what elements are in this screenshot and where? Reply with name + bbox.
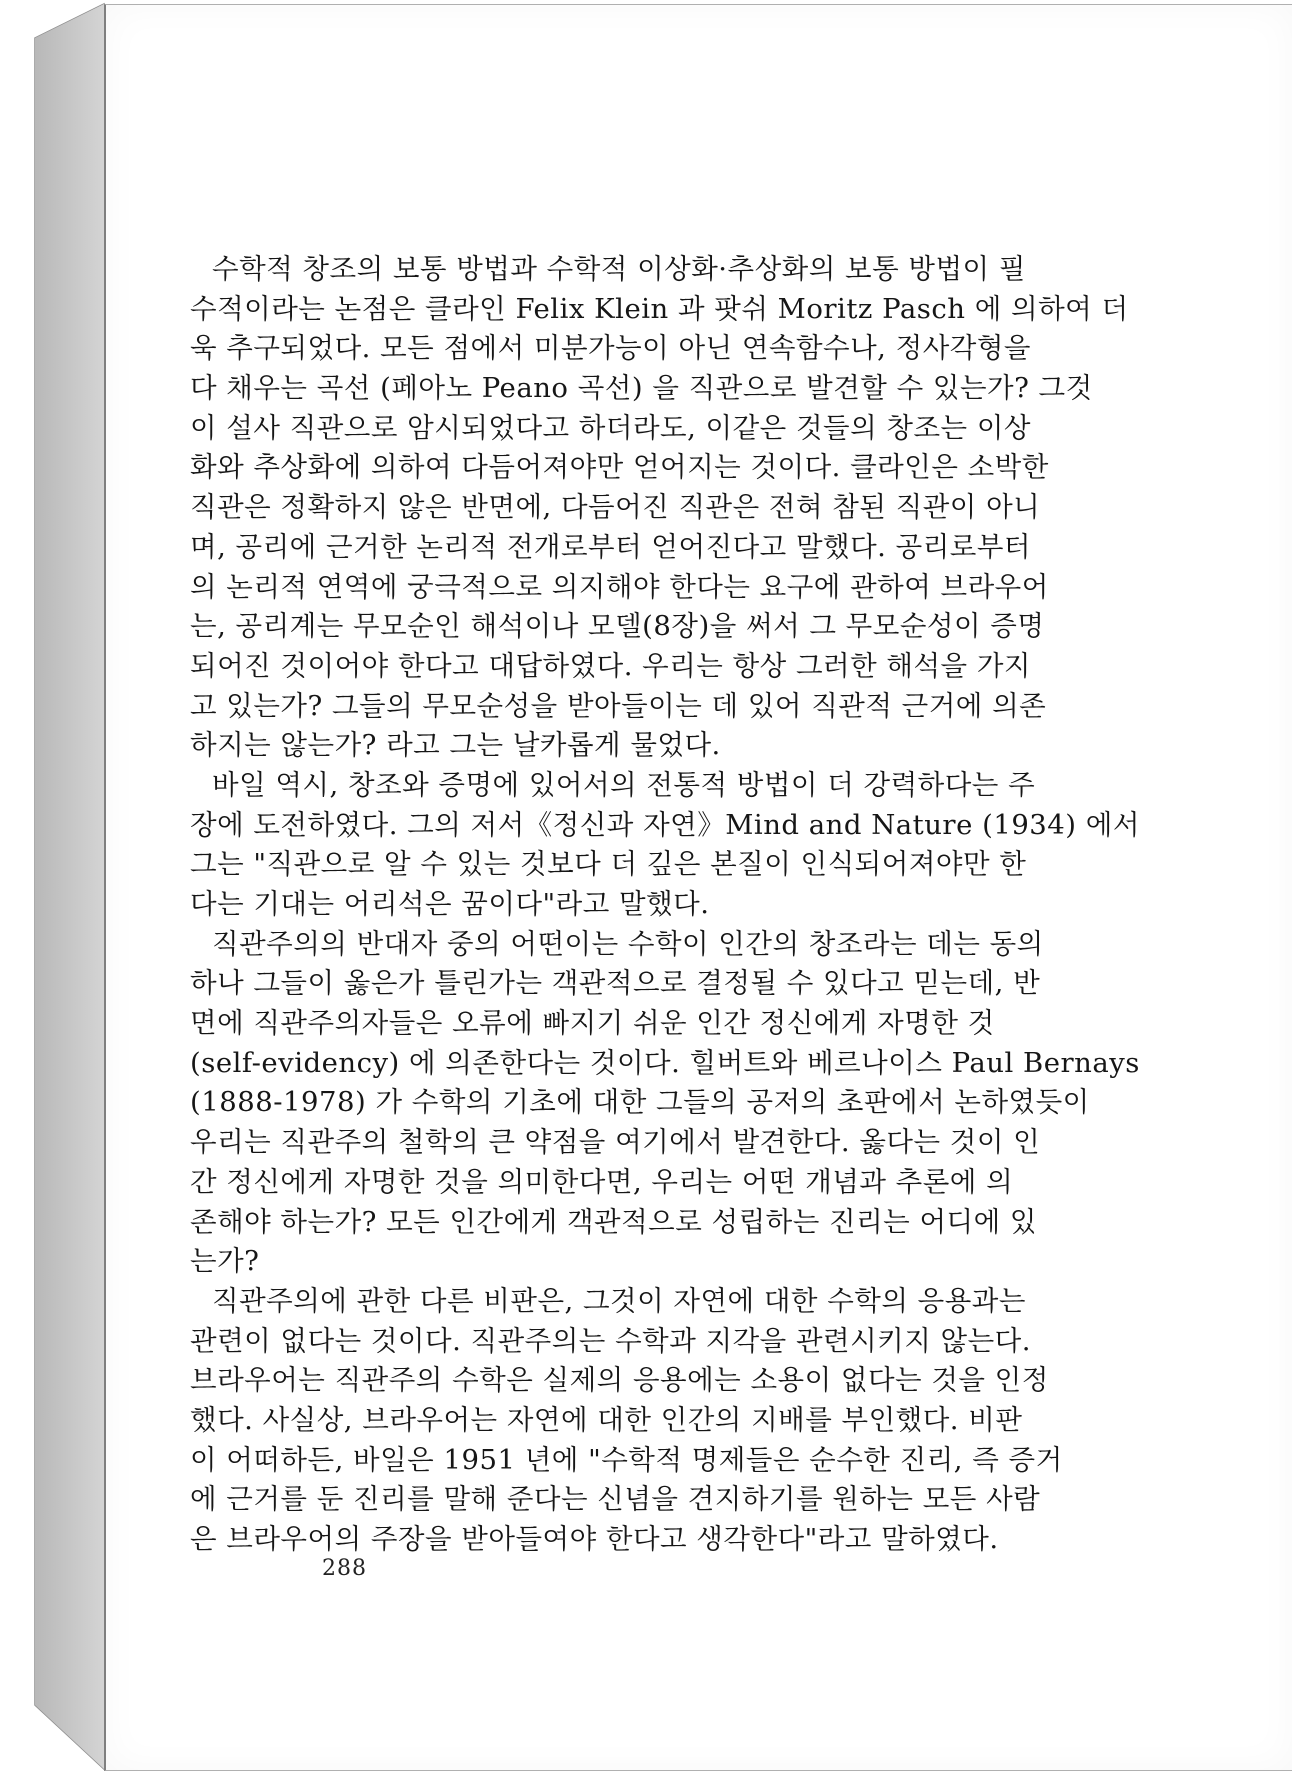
text-line: 며, 공리에 근거한 논리적 전개로부터 얻어진다고 말했다. 공리로부터 <box>190 530 1031 563</box>
text-line: 관련이 없다는 것이다. 직관주의는 수학과 지각을 관련시키지 않는다. <box>190 1324 1031 1357</box>
text-line: 직관주의에 관한 다른 비판은, 그것이 자연에 대한 수학의 응용과는 <box>212 1284 1026 1317</box>
text-line: 했다. 사실상, 브라우어는 자연에 대한 인간의 지배를 부인했다. 비판 <box>190 1403 1023 1436</box>
paragraph <box>190 925 1158 1282</box>
text-line: 하나 그들이 옳은가 틀린가는 객관적으로 결정될 수 있다고 믿는데, 반 <box>190 967 1041 1000</box>
text-line: 욱 추구되었다. 모든 점에서 미분가능이 아닌 연속함수나, 정사각형을 <box>190 332 1031 365</box>
text-line: (1888-1978) 가 수학의 기초에 대한 그들의 공저의 초판에서 논하였듯이 <box>190 1086 1090 1119</box>
page-number: 288 <box>322 1556 367 1581</box>
text-line: 은 브라우어의 주장을 받아들여야 한다고 생각한다"라고 말하였다. <box>190 1523 999 1555</box>
paragraph <box>190 766 1158 925</box>
text-line: 다는 기대는 어리석은 꿈이다"라고 말했다. <box>190 888 710 920</box>
paragraph <box>190 250 1158 766</box>
text-line: 바일 역시, 창조와 증명에 있어서의 전통적 방법이 더 강력하다는 주 <box>212 768 1036 801</box>
text-line: 그는 "직관으로 알 수 있는 것보다 더 깊은 본질이 인식되어져야만 한 <box>190 848 1027 881</box>
text-line: 수적이라는 논점은 클라인 Felix Klein 과 팟쉬 Moritz Pasch 에 의하여 더 <box>190 292 1129 325</box>
text-line: 장에 도전하였다. 그의 저서《정신과 자연》Mind and Nature (1934) 에서 <box>190 808 1140 841</box>
text-line: 직관은 정확하지 않은 반면에, 다듬어진 직관은 전혀 참된 직관이 아니 <box>190 491 1041 524</box>
text-line: 브라우어는 직관주의 수학은 실제의 응용에는 소용이 없다는 것을 인정 <box>190 1364 1049 1397</box>
text-line: 되어진 것이어야 한다고 대답하였다. 우리는 항상 그러한 해석을 가지 <box>190 649 1031 682</box>
text-line: 다 채우는 곡선 (페아노 Peano 곡선) 을 직관으로 발견할 수 있는가? 그것 <box>190 372 1093 405</box>
text-line: 화와 추상화에 의하여 다듬어져야만 얻어지는 것이다. 클라인은 소박한 <box>190 451 1049 484</box>
paragraph <box>190 1282 1158 1560</box>
text-line: 존해야 하는가? 모든 인간에게 객관적으로 성립하는 진리는 어디에 있 <box>190 1205 1037 1238</box>
text-line: 의 논리적 연역에 궁극적으로 의지해야 한다는 요구에 관하여 브라우어 <box>190 570 1049 603</box>
text-line: 는가? <box>190 1245 260 1278</box>
text-line: 고 있는가? 그들의 무모순성을 받아들이는 데 있어 직관적 근거에 의존 <box>190 689 1047 722</box>
text-line: 직관주의의 반대자 중의 어떤이는 수학이 인간의 창조라는 데는 동의 <box>212 927 1044 960</box>
text-line: 수학적 창조의 보통 방법과 수학적 이상화·추상화의 보통 방법이 필 <box>212 253 1026 285</box>
text-line: 간 정신에게 자명한 것을 의미한다면, 우리는 어떤 개념과 추론에 의 <box>190 1165 1014 1198</box>
text-line: (self-evidency) 에 의존한다는 것이다. 힐버트와 베르나이스 Paul Bernays <box>190 1046 1140 1079</box>
text-line: 에 근거를 둔 진리를 말해 준다는 신념을 견지하기를 원하는 모든 사람 <box>190 1483 1041 1516</box>
book-spine-edge <box>0 0 120 1773</box>
page-body-text <box>190 250 1158 1560</box>
text-line: 면에 직관주의자들은 오류에 빠지기 쉬운 인간 정신에게 자명한 것 <box>190 1007 995 1040</box>
text-line: 하지는 않는가? 라고 그는 날카롭게 물었다. <box>190 729 721 762</box>
text-line: 우리는 직관주의 철학의 큰 약점을 여기에서 발견한다. 옳다는 것이 인 <box>190 1126 1041 1159</box>
text-line: 이 어떠하든, 바일은 1951 년에 "수학적 명제들은 순수한 진리, 즉 증거 <box>190 1443 1063 1476</box>
text-line: 는, 공리계는 무모순인 해석이나 모델(8장)을 써서 그 무모순성이 증명 <box>190 610 1045 643</box>
text-line: 이 설사 직관으로 암시되었다고 하더라도, 이같은 것들의 창조는 이상 <box>190 411 1031 444</box>
